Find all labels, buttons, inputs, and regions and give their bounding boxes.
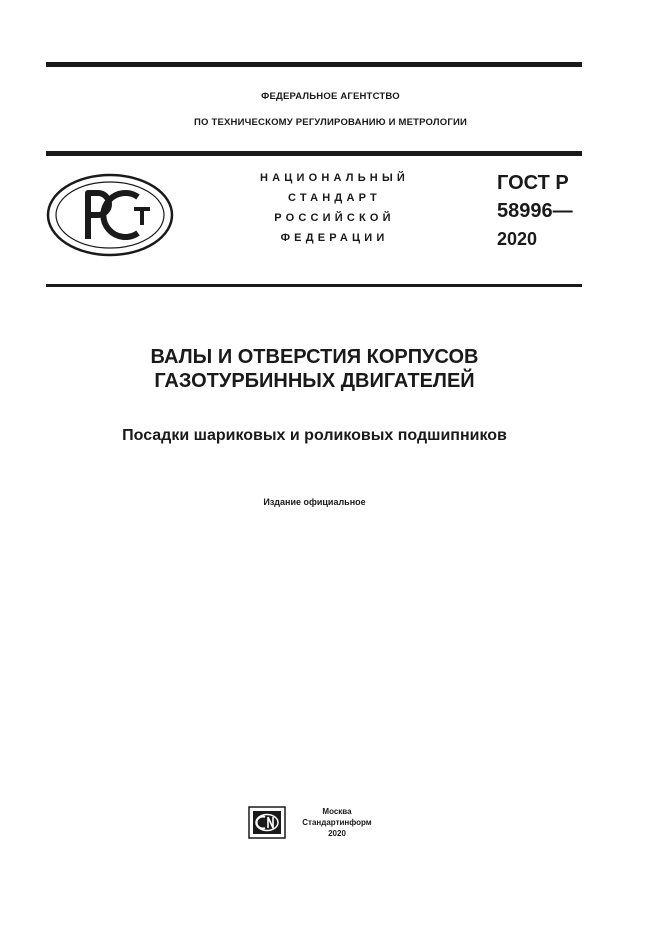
standard-line-2: СТАНДАРТ <box>288 192 381 204</box>
publisher-name: Стандартинформ <box>302 818 372 827</box>
document-title-line-1: ВАЛЫ И ОТВЕРСТИЯ КОРПУСОВ <box>150 346 479 368</box>
header-rule <box>46 151 582 156</box>
agency-line-1: ФЕДЕРАЛЬНОЕ АГЕНТСТВО <box>261 91 400 102</box>
document-title-line-2: ГАЗОТУРБИННЫХ ДВИГАТЕЛЕЙ <box>154 370 475 392</box>
standard-line-1: НАЦИОНАЛЬНЫЙ <box>259 172 410 184</box>
standard-line-4: ФЕДЕРАЦИИ <box>280 232 389 244</box>
top-rule <box>46 62 582 67</box>
standard-line-3: РОССИЙСКОЙ <box>274 212 395 224</box>
edition-label: Издание официальное <box>263 497 366 507</box>
gost-prefix: ГОСТ Р <box>497 172 569 194</box>
agency-line-2: ПО ТЕХНИЧЕСКОМУ РЕГУЛИРОВАНИЮ И МЕТРОЛОГИИ <box>194 117 467 128</box>
standartinform-logo-icon <box>248 806 286 839</box>
document-subtitle: Посадки шариковых и роликовых подшипников <box>122 427 507 444</box>
publisher-year: 2020 <box>328 829 346 838</box>
gost-number: 58996— <box>497 200 573 222</box>
gost-r-logo-icon <box>46 173 174 257</box>
publisher-city: Москва <box>322 807 352 816</box>
title-rule <box>46 284 582 287</box>
gost-year: 2020 <box>497 229 538 249</box>
